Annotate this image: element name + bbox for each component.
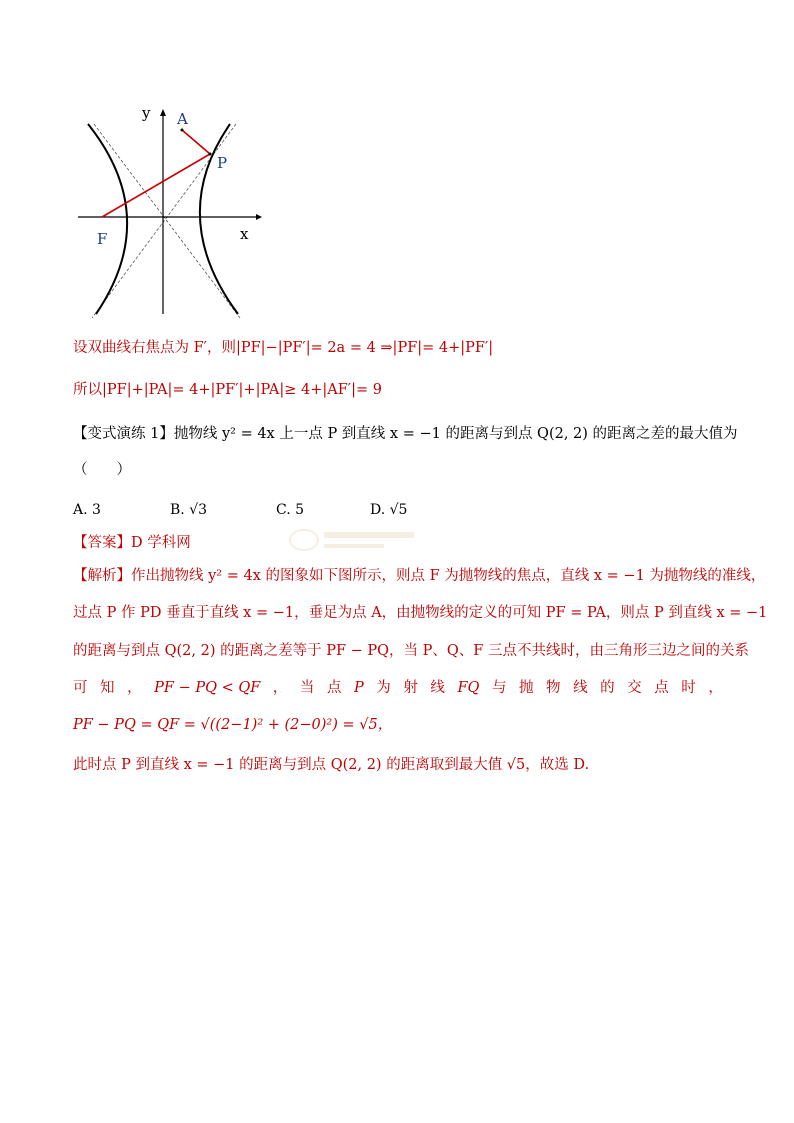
exercise-tag: 【变式演练 1】 [73,426,174,442]
word: 抛 [518,680,534,696]
segment-ap [182,130,210,154]
exercise-line [73,424,738,444]
word: 点 [654,680,669,696]
word: 当 [299,680,315,696]
word: ， [272,680,288,696]
label-p: P [217,154,228,172]
analysis-line-1 [73,566,765,586]
word: PF − PQ < QF [154,680,261,696]
word: 交 [627,680,642,696]
option-d: D. √5 [370,502,408,518]
exercise-paren: （ ） [73,462,131,478]
option-a: A. 3 [73,502,101,518]
y-axis-arrow [160,109,166,116]
option-b: B. √3 [170,502,208,518]
point-p [209,153,212,156]
word: 为 [376,680,391,696]
axis-x-label: x [240,225,249,243]
solution-line-1: 设双曲线右焦点为 F′，则|PF|−|PF′|= 2a = 4 ⇒|PF|= 4+|PF′| [73,340,494,356]
analysis-line-2: 过点 P 作 PD 垂直于直线 x = −1，垂足为点 A，由抛物线的定义的可知 PF = PA，则点 P 到直线 x = −1 [73,605,768,621]
right-branch [200,124,238,314]
label-a: A [177,110,188,128]
word: 的 [600,680,615,696]
segment-fp [102,154,210,217]
word: 线 [573,680,588,696]
word: 时 [681,680,696,696]
word: 知 [100,680,115,696]
x-axis-arrow [256,214,262,220]
hyperbola-svg [70,96,270,318]
word: ， [708,680,723,696]
analysis-line-6: 此时点 P 到直线 x = −1 的距离与到点 Q(2, 2) 的距离取到最大值 √5，故选 D. [73,757,590,773]
option-c: C. 5 [276,502,305,518]
word: 与 [491,680,507,696]
analysis-text-1: 作出抛物线 y² = 4x 的图象如下图所示，则点 F 为抛物线的焦点，直线 x = −1 为抛物线的准线， [131,568,766,584]
word: P [353,680,364,696]
solution-line-2: 所以|PF|+|PA|= 4+|PF′|+|PA|≥ 4+|AF′|= 9 [73,382,382,398]
word: 线 [430,680,445,696]
word: 点 [326,680,342,696]
word: 射 [403,680,418,696]
hyperbola-figure [70,96,270,318]
label-f: F [97,230,108,248]
exercise-text: 抛物线 y² = 4x 上一点 P 到直线 x = −1 的距离与到点 Q(2, 2) 的距离之差的最大值为 [173,426,738,442]
answer-line [73,533,191,553]
analysis-line-3: 的距离与到点 Q(2, 2) 的距离之差等于 PF − PQ，当 P、Q、F 三点不共线时，由三角形三边之间的关系 [73,643,749,659]
point-a [181,129,184,132]
left-branch [88,124,127,314]
answer-tag: 【答案】 [73,535,131,551]
analysis-tag: 【解析】 [73,568,131,584]
analysis-line-5: PF − PQ = QF = √((2−1)² + (2−0)²) = √5， [73,717,393,733]
word: ， [127,680,142,696]
word: 物 [546,680,561,696]
analysis-line-4 [73,678,723,698]
watermark-logo [284,520,424,560]
answer-text: D 学科网 [131,535,191,551]
axis-y-label: y [142,104,151,122]
word: FQ [457,680,480,696]
word: 可 [73,680,88,696]
